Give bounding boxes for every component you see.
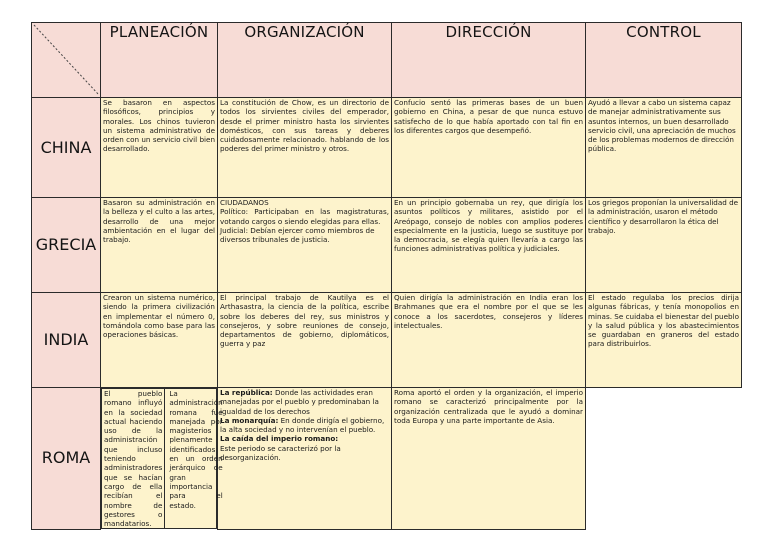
row-china <box>32 98 742 198</box>
text-grecia-organizacion-title: CIUDADANOS <box>220 198 269 207</box>
row-label-cell-china <box>32 98 101 198</box>
header-row <box>32 23 742 98</box>
cell-china-organizacion <box>218 98 392 198</box>
text-roma-planeacion: El pueblo romano influyó en la sociedad actual haciendo uso de la administración que incluso teniendo administradores que se hacían cargo de ella recibían el nombre de gestores o mandatarios. <box>104 389 163 529</box>
text-grecia-direccion: En un principio gobernaba un rey, que dirigía los asuntos políticos y militares, asistido por el Areópago, consejo de nobles con amplios poderes especialmente en la justicia, luego se sustituye por la democracia, se elegía quien llevaría a cargo las funciones administrativas política y judiciales. <box>394 198 583 254</box>
cell-roma-direccion <box>218 388 392 530</box>
cell-grecia-planeacion <box>101 198 218 293</box>
row-label-grecia: GRECIA <box>35 235 97 254</box>
cell-grecia-control <box>586 198 742 293</box>
row-label-roma: ROMA <box>41 448 91 468</box>
text-india-control: El estado regulaba los precios dirija algunas fábricas, y tenía monopolios en minas. Se cuidaba el bienestar del pueblo y la salud pública y los abastecimientos se guardaban en graneros del estado para distribuirlos. <box>588 293 739 349</box>
cell-roma-organizacion <box>165 389 224 528</box>
text-roma-organizacion: La administración romana fue manejada por magisterios plenamente identificados en un orden jerárquico de gran importancia para el estado. <box>169 389 223 510</box>
label-monarquia: La monarquía: <box>220 415 279 425</box>
cell-roma-planeacion <box>102 389 165 528</box>
diagonal-divider-icon <box>32 23 101 97</box>
row-roma <box>32 388 742 530</box>
header-organizacion <box>218 23 392 98</box>
cell-india-control <box>586 293 742 388</box>
header-control <box>586 23 742 98</box>
text-china-planeacion: Se basaron en aspectos filosóficos, principios y morales. Los chinos tuvieron un sistema administrativo de orden con un servicio civil bien desarrollado. <box>103 98 215 154</box>
text-roma-caida: Este periodo se caracterizó por la desorganización. <box>220 443 341 463</box>
cell-grecia-direccion <box>392 198 586 293</box>
header-planeacion-label: PLANEACIÓN <box>109 23 209 41</box>
cell-roma-planeacion-organizacion <box>101 388 223 529</box>
cell-china-control <box>586 98 742 198</box>
label-republica: La república: <box>220 388 273 397</box>
text-grecia-control: Los griegos proponían la universalidad de la administración, usaron el método científico y desarrollaron la ética del trabajo. <box>588 198 739 235</box>
text-grecia-planeacion: Basaron su administración en la belleza y el culto a las artes, desarrollo de una mejor ambientación en el lugar del trabajo. <box>103 198 215 245</box>
text-republica: Donde las actividades eran manejadas por el pueblo y predominaban la igualdad de los derechos <box>220 388 379 416</box>
cell-india-direccion <box>392 293 586 388</box>
cell-china-direccion <box>392 98 586 198</box>
text-roma-caida-label <box>220 434 389 443</box>
header-organizacion-label: ORGANIZACIÓN <box>244 23 365 41</box>
text-china-direccion: Confucio sentó las primeras bases de un buen gobierno en China, a pesar de que nunca estuvo satisfecho de lo que había aportado con tal fin en los diferentes cargos que desempeñó. <box>394 98 583 135</box>
header-direccion-label: DIRECCIÓN <box>445 23 532 41</box>
row-label-cell-roma <box>32 388 101 530</box>
history-administration-table <box>31 22 742 530</box>
cell-roma-control <box>392 388 586 530</box>
corner-cell <box>32 23 101 98</box>
text-grecia-organizacion-judicial: Judicial: Debían ejercer como miembros de diversos tribunales de justicia. <box>220 225 375 245</box>
text-india-planeacion: Crearon un sistema numérico, siendo la primera civilización en implementar el número 0, tomándola como base para las operaciones básicas. <box>103 293 215 340</box>
text-roma-republica <box>220 388 389 416</box>
row-label-china: CHINA <box>40 137 92 157</box>
text-china-control: Ayudó a llevar a cabo un sistema capaz de manejar administrativamente sus asuntos internos, un buen desarrollado servicio civil, una apreciación de muchos de los problemas modernos de dirección pública. <box>588 98 736 154</box>
text-roma-control: Roma aportó el orden y la organización, el imperio romano se caracterizó principalmente por la organización centralizada que le ayudó a dominar toda Europa y una parte importante de Asia. <box>394 388 583 425</box>
header-control-label: CONTROL <box>626 23 701 41</box>
row-india <box>32 293 742 388</box>
text-roma-monarquia <box>220 416 389 435</box>
text-monarquia: En donde dirigía el gobierno, la alta sociedad y no intervenían el pueblo. <box>220 415 385 435</box>
text-china-organizacion: La constitución de Chow, es un directorio de todos los sirvientes civiles del emperador, desde el primer ministro hasta los sirvientes domésticos, con sus tareas y deberes cuidadosamente relacionado. hablando de los poderes del primer ministro y otros. <box>220 98 389 154</box>
cell-china-planeacion <box>101 98 218 198</box>
text-india-direccion: Quien dirigía la administración en India eran los Brahmanes que era el nombre por el que se les conoce a los sacerdotes, consejeros y líderes intelectuales. <box>394 293 583 330</box>
cell-india-planeacion <box>101 293 218 388</box>
row-label-india: INDIA <box>43 330 89 349</box>
row-label-cell-india <box>32 293 101 388</box>
row-label-cell-grecia <box>32 198 101 293</box>
row-grecia <box>32 198 742 293</box>
header-planeacion <box>101 23 218 98</box>
cell-india-organizacion <box>218 293 392 388</box>
text-grecia-organizacion-politico: Político: Participaban en las magistraturas, votando cargos o siendo elegidas para ellas. <box>220 207 389 226</box>
label-caida: La caída del imperio romano: <box>220 434 339 444</box>
header-direccion <box>392 23 586 98</box>
cell-grecia-organizacion <box>218 198 392 293</box>
text-india-organizacion: El principal trabajo de Kautilya es el Arthasastra, la ciencia de la política, escribe sobre los deberes del rey, sus ministros y consejeros, y sobre reuniones de consejo, departamentos de gobierno, diplomáticos, guerra y paz <box>220 293 389 349</box>
